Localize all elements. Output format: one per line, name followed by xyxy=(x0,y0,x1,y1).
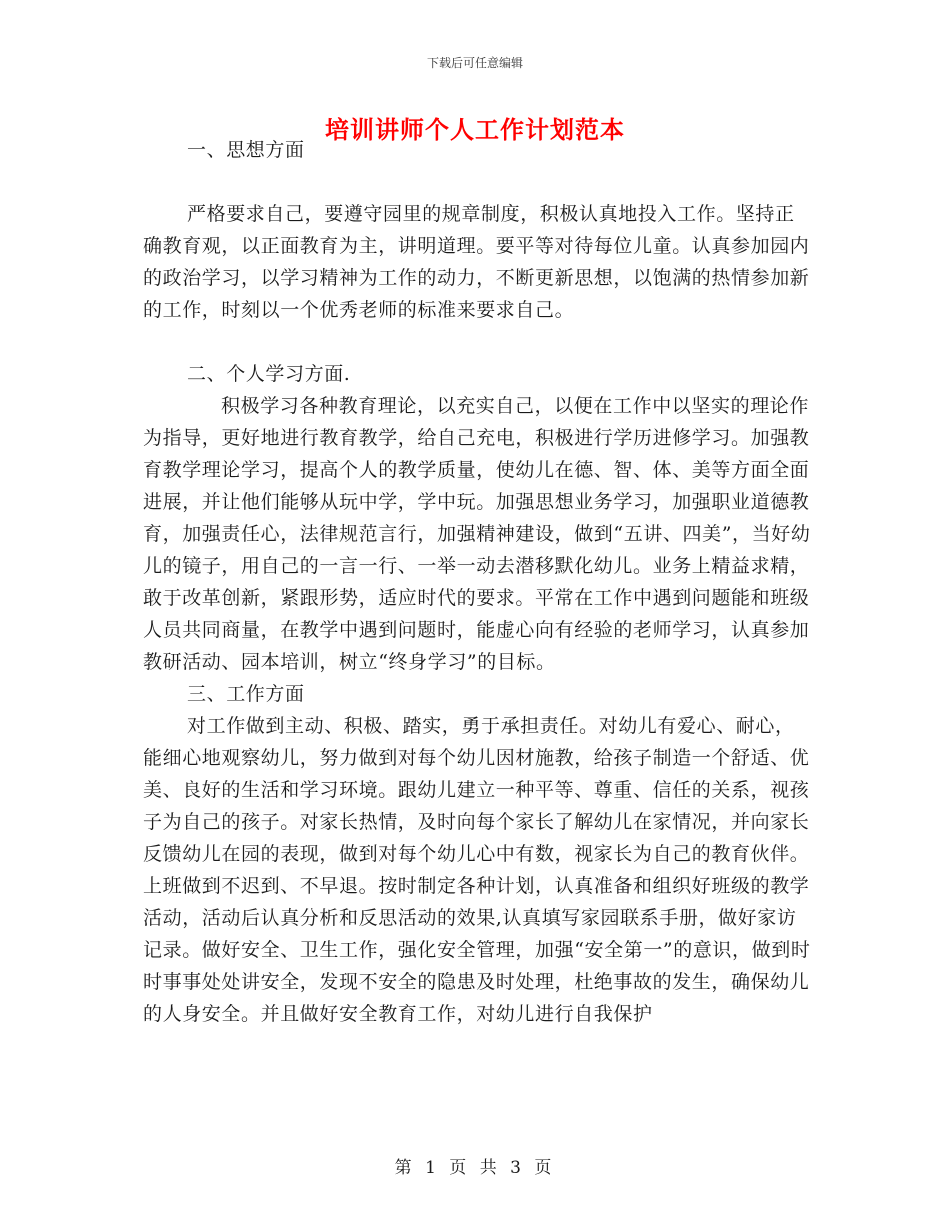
document-body xyxy=(143,134,813,1030)
section-heading-work: 三、工作方面 xyxy=(187,683,305,705)
section-text-study: 积极学习各种教育理论，以充实自己，以便在工作中以坚实的理论作为指导，更好地进行教育教学，给自己充电，积极进行学历进修学习。加强教育教学理论学习，提高个人的教学质量，使幼儿在德、智、体、美等方面全面进展，并让他们能够从玩中学，学中玩。加强思想业务学习，加强职业道德教育，加强责任心，法律规范言行，加强精神建设，做到“五讲、四美”，当好幼儿的镜子，用自己的一言一行、一举一动去潜移默化幼儿。业务上精益求精，敢于改革创新，紧跟形势，适应时代的要求。平常在工作中遇到问题能和班级人员共同商量，在教学中遇到问题时，能虚心向有经验的老师学习，认真参加教研活动、园本培训，树立“终身学习”的目标。 xyxy=(143,395,811,673)
section-heading-thought: 一、思想方面 xyxy=(187,139,305,161)
section-text-work: 对工作做到主动、积极、踏实，勇于承担责任。对幼儿有爱心、耐心，能细心地观察幼儿，努力做到对每个幼儿因材施教，给孩子制造一个舒适、优美、良好的生活和学习环境。跟幼儿建立一种平等、尊重、信任的关系，视孩子为自己的孩子。对家长热情，及时向每个家长了解幼儿在家情况，并向家长反馈幼儿在园的表现，做到对每个幼儿心中有数，视家长为自己的教育伙伴。上班做到不迟到、不早退。按时制定各种计划，认真准备和组织好班级的教学活动，活动后认真分析和反思活动的效果,认真填写家园联系手册，做好家访记录。做好安全、卫生工作，强化安全管理，加强“安全第一”的意识，做到时时事事处处讲安全，发现不安全的隐患及时处理，杜绝事故的发生，确保幼儿的人身安全。并且做好安全教育工作，对幼儿进行自我保护 xyxy=(143,715,811,1025)
section-heading-study: 二、个人学习方面. xyxy=(187,363,351,385)
section-text-thought: 严格要求自己，要遵守园里的规章制度，积极认真地投入工作。坚持正确教育观，以正面教育为主，讲明道理。要平等对待每位儿童。认真参加园内的政治学习，以学习精神为工作的动力，不断更新思想，以饱满的热情参加新的工作，时刻以一个优秀老师的标准来要求自己。 xyxy=(143,203,810,321)
page-footer: 第 1 页 共 3 页 xyxy=(394,1158,556,1178)
header-note: 下载后可任意编辑 xyxy=(426,56,523,70)
document-title: 培训讲师个人工作计划范本 xyxy=(325,115,625,144)
